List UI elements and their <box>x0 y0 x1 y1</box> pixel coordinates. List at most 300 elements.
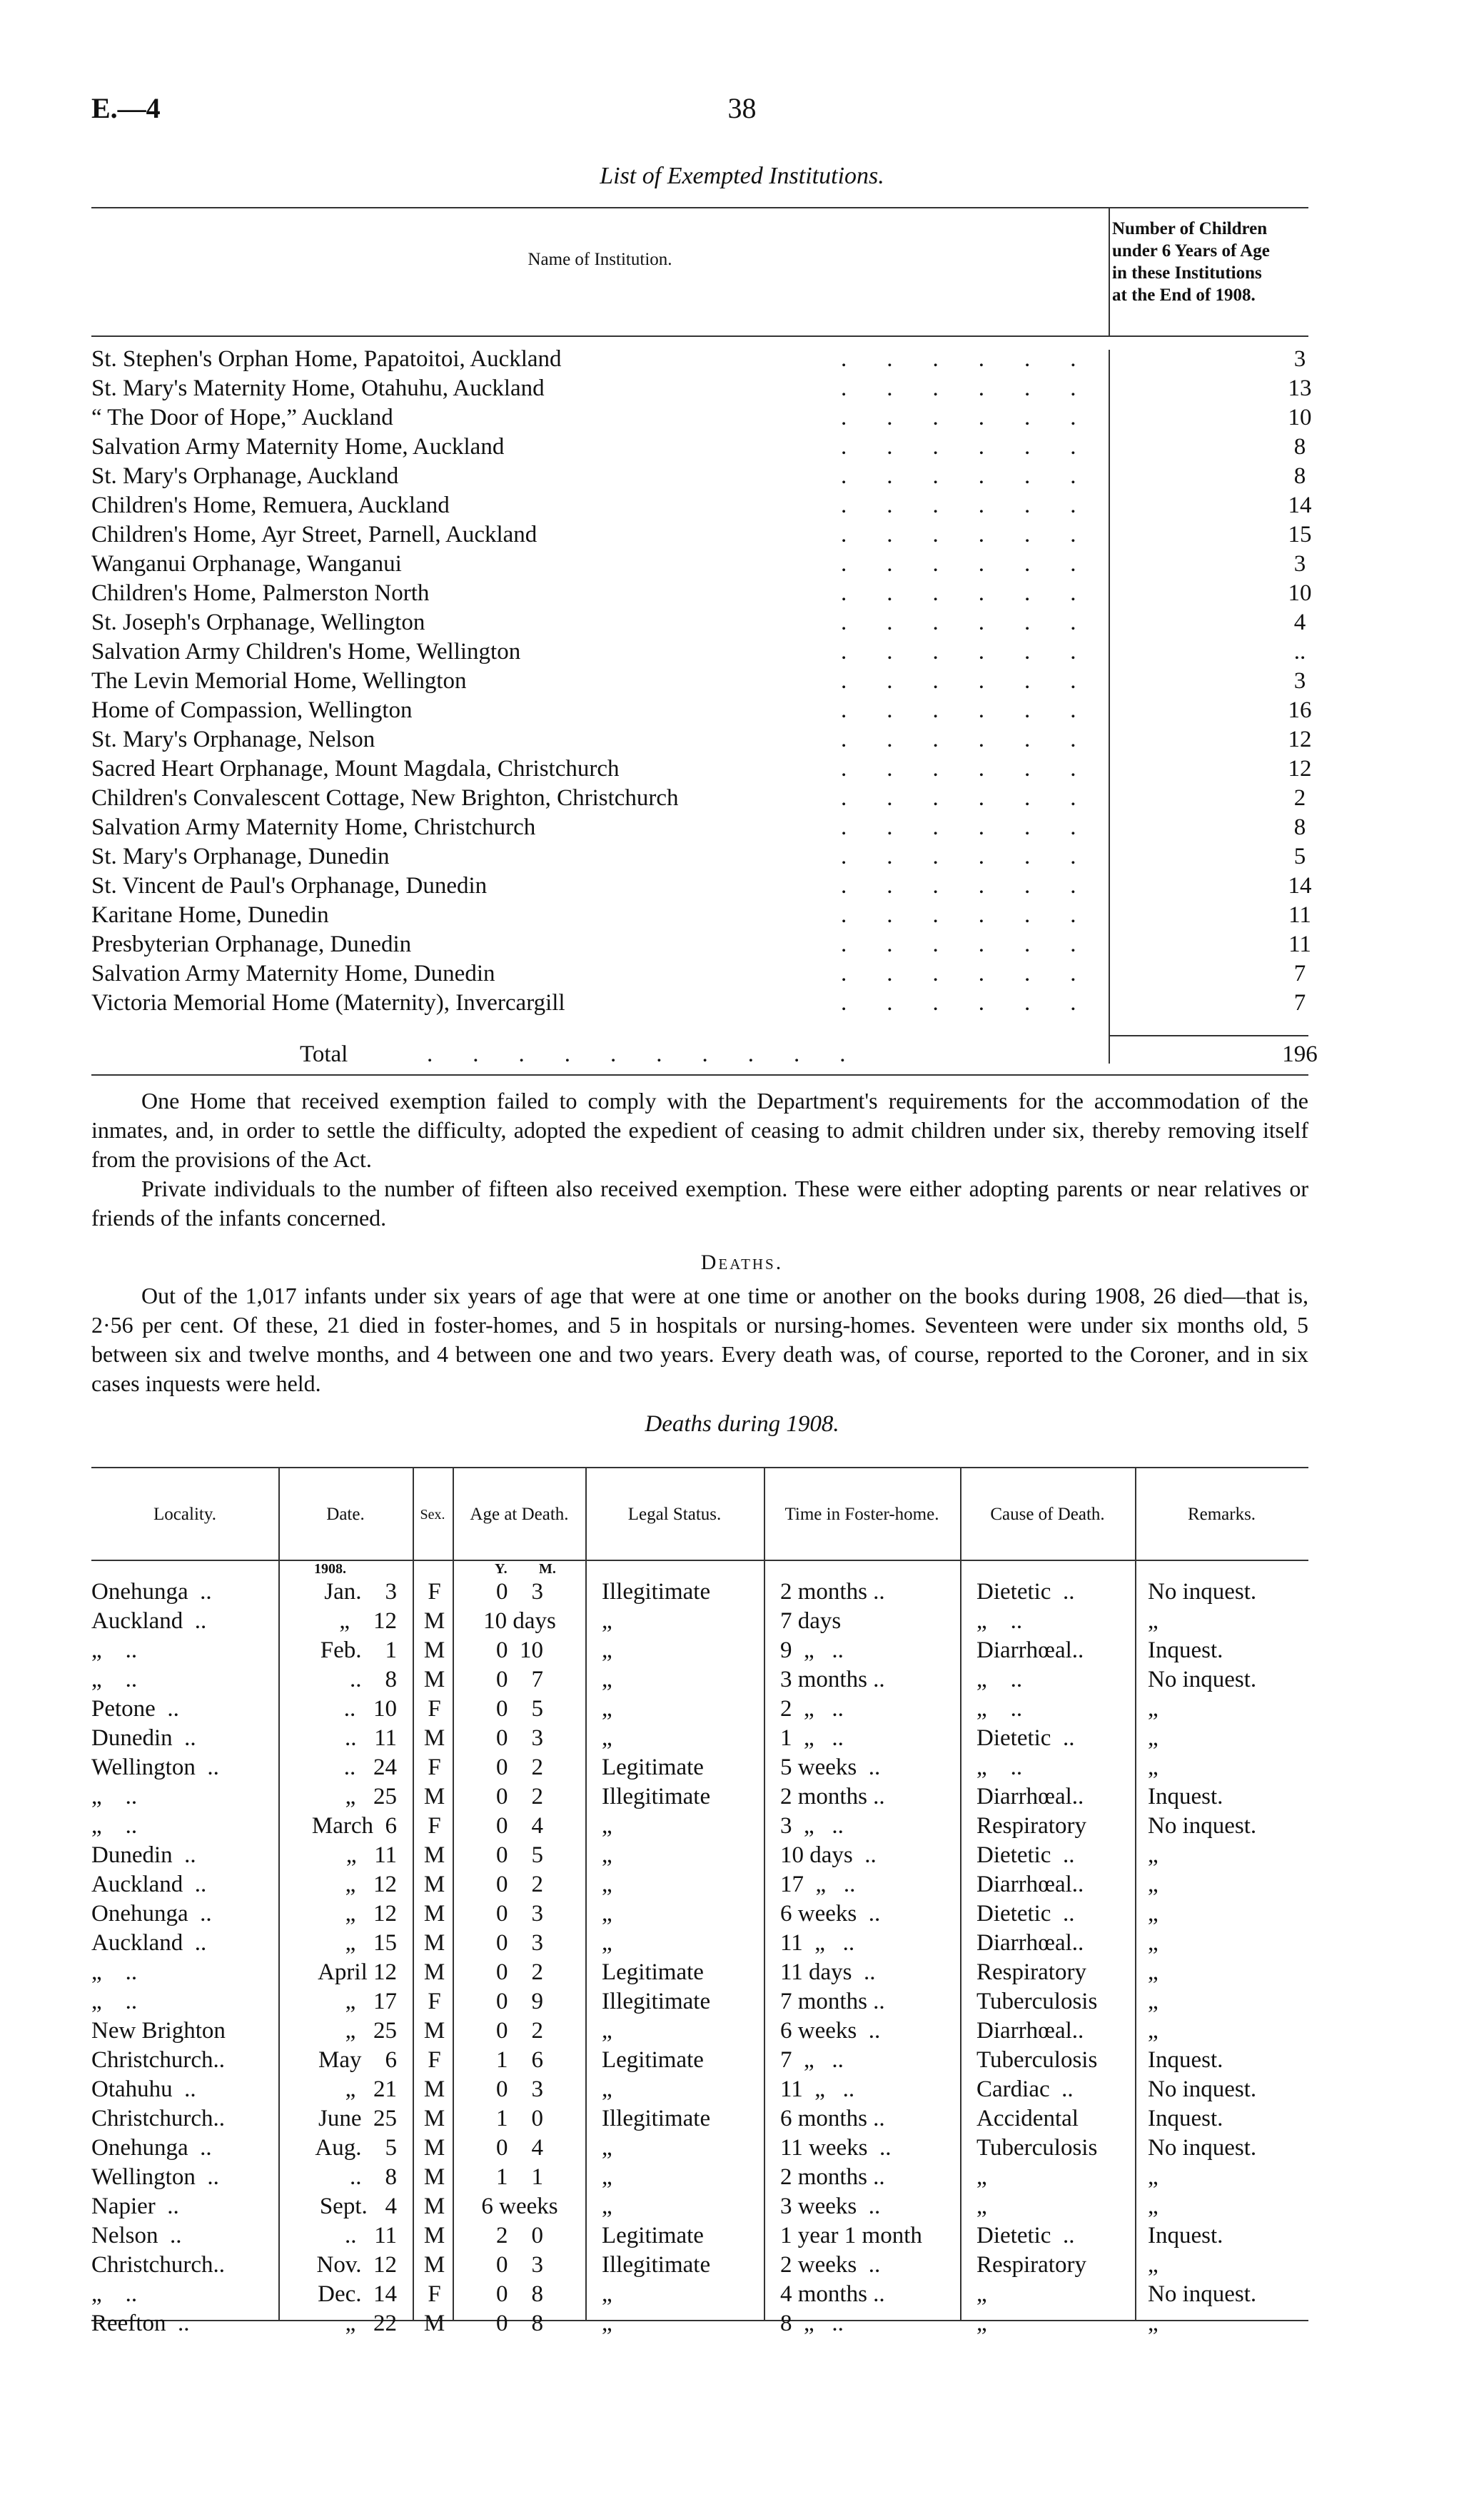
cell-cause-of-death: Diarrhœal.. <box>976 1930 1084 1956</box>
institution-count: 14 <box>1288 493 1312 518</box>
cell-cause-of-death: Diarrhœal.. <box>976 1784 1084 1809</box>
institution-count: 10 <box>1288 580 1312 606</box>
table-row <box>91 1724 1308 1753</box>
institution-name: Salvation Army Maternity Home, Dunedin <box>91 961 495 986</box>
leader-dots: ...... <box>841 639 1116 665</box>
cell-age: 0 5 <box>496 1696 543 1722</box>
cell-legal-status: „ <box>602 1930 612 1956</box>
leader-dots: .......... <box>427 1041 886 1067</box>
cell-legal-status: „ <box>602 2311 612 2336</box>
table-row <box>91 2134 1308 2163</box>
leader-dots: ...... <box>841 434 1116 460</box>
cell-sex: M <box>423 1784 445 1809</box>
cell-remarks: „ <box>1148 1959 1159 1985</box>
cell-locality: Christchurch.. <box>91 2106 225 2131</box>
cell-cause-of-death: Respiratory <box>976 2252 1086 2278</box>
cell-time-in-foster-home: 1 year 1 month <box>780 2223 922 2248</box>
table-row <box>91 2221 1308 2251</box>
institution-count: 8 <box>1293 463 1306 489</box>
cell-locality: Onehunga .. <box>91 2135 212 2161</box>
institution-name: St. Stephen's Orphan Home, Papatoitoi, Auckland <box>91 346 562 372</box>
cell-remarks: „ <box>1148 1608 1159 1634</box>
institution-count: 11 <box>1288 932 1311 957</box>
exempted-list-title: List of Exempted Institutions. <box>600 163 884 189</box>
cell-remarks: „ <box>1148 2018 1159 2044</box>
cell-locality: Auckland .. <box>91 1872 207 1897</box>
cell-sex: M <box>423 2135 445 2161</box>
header-cause-of-death: Cause of Death. <box>990 1505 1105 1524</box>
leader-dots: ...... <box>841 463 1116 489</box>
cell-date: „ 25 <box>345 1784 397 1809</box>
leader-dots: ...... <box>841 727 1116 752</box>
table-row <box>91 1695 1308 1724</box>
cell-locality: Onehunga .. <box>91 1901 212 1927</box>
table-row <box>91 2192 1308 2221</box>
leader-dots: ...... <box>841 902 1116 928</box>
cell-locality: Otahuhu .. <box>91 2076 196 2102</box>
cell-locality: Christchurch.. <box>91 2252 225 2278</box>
leader-dots: ...... <box>841 961 1116 986</box>
table-row <box>91 1841 1308 1870</box>
institution-name: Children's Home, Remuera, Auckland <box>91 493 450 518</box>
paragraph-deaths-summary: Out of the 1,017 infants under six years of age that were at one time or another on the books during 1908, 26 died—that is, 2·56 per cent. Of these, 21 died in foster-homes, and 5 in hospitals or nursing-homes. Seventeen were under six months old, 5 between six and twelve months, and 4 between one and two years. Every death was, of course, reported to the Coroner, and in six cases inquests were held. <box>91 1283 1308 1396</box>
cell-locality: Wellington .. <box>91 2164 219 2190</box>
institution-count: 3 <box>1293 346 1306 372</box>
deaths-header-rule <box>91 1560 1308 1561</box>
cell-date: March 6 <box>311 1813 397 1839</box>
institution-count: 7 <box>1293 990 1306 1016</box>
cell-date: April 12 <box>318 1959 397 1985</box>
cell-date: „ 21 <box>345 2076 397 2102</box>
institution-count: 12 <box>1288 727 1312 752</box>
cell-time-in-foster-home: 7 days <box>780 1608 842 1634</box>
cell-remarks: „ <box>1148 2193 1159 2219</box>
cell-date: Aug. 5 <box>315 2135 397 2161</box>
cell-legal-status: Illegitimate <box>602 1579 711 1605</box>
table-header-rule <box>91 335 1308 337</box>
deaths-top-rule <box>91 1467 1308 1468</box>
cell-remarks: „ <box>1148 2311 1159 2336</box>
institution-name: St. Mary's Orphanage, Dunedin <box>91 844 390 869</box>
table-header-divider <box>1109 207 1110 335</box>
institution-count: 7 <box>1293 961 1306 986</box>
cell-cause-of-death: Diarrhœal.. <box>976 1637 1084 1663</box>
institution-name: Home of Compassion, Wellington <box>91 697 413 723</box>
institution-count: 11 <box>1288 902 1311 928</box>
cell-legal-status: „ <box>602 2193 612 2219</box>
institution-count: 8 <box>1293 814 1306 840</box>
cell-cause-of-death: „ <box>976 2164 987 2190</box>
cell-time-in-foster-home: 8 „ .. <box>780 2311 844 2336</box>
cell-sex: M <box>423 2106 445 2131</box>
cell-legal-status: Legitimate <box>602 2223 704 2248</box>
table-row <box>91 842 1308 872</box>
cell-cause-of-death: Tuberculosis <box>976 1989 1098 2014</box>
cell-date: May 6 <box>318 2047 397 2073</box>
cell-remarks: Inquest. <box>1148 1784 1223 1809</box>
institution-name: Children's Home, Ayr Street, Parnell, Auckland <box>91 522 537 547</box>
cell-date: „ 11 <box>345 1842 397 1868</box>
institution-name: Salvation Army Maternity Home, Christchurch <box>91 814 536 840</box>
cell-age: 2 0 <box>496 2223 543 2248</box>
institution-name: Children's Home, Palmerston North <box>91 580 430 606</box>
cell-date: .. 24 <box>343 1755 397 1780</box>
table-row <box>91 2075 1308 2104</box>
cell-time-in-foster-home: 6 weeks .. <box>780 1901 881 1927</box>
cell-cause-of-death: „ .. <box>976 1608 1023 1634</box>
cell-legal-status: „ <box>602 2135 612 2161</box>
cell-age: 0 4 <box>496 1813 543 1839</box>
cell-locality: Christchurch.. <box>91 2047 225 2073</box>
cell-cause-of-death: Dietetic .. <box>976 2223 1075 2248</box>
leader-dots: ...... <box>841 375 1116 401</box>
cell-sex: M <box>423 1842 445 1868</box>
cell-time-in-foster-home: 11 „ .. <box>780 2076 855 2102</box>
cell-remarks: No inquest. <box>1148 2281 1257 2307</box>
cell-date: June 25 <box>318 2106 397 2131</box>
leader-dots: ...... <box>841 522 1116 547</box>
institution-count: 15 <box>1288 522 1312 547</box>
cell-age: 0 8 <box>496 2281 543 2307</box>
cell-time-in-foster-home: 2 „ .. <box>780 1696 844 1722</box>
cell-remarks: „ <box>1148 1989 1159 2014</box>
table-row <box>91 1929 1308 1958</box>
cell-date: Nov. 12 <box>316 2252 397 2278</box>
cell-cause-of-death: „ .. <box>976 1667 1023 1692</box>
institution-name: “ The Door of Hope,” Auckland <box>91 405 393 430</box>
header-locality: Locality. <box>153 1505 216 1524</box>
cell-sex: M <box>423 2193 445 2219</box>
cell-age: 0 3 <box>496 1579 543 1605</box>
institution-name: Salvation Army Maternity Home, Auckland <box>91 434 505 460</box>
institution-name: St. Mary's Maternity Home, Otahuhu, Auckland <box>91 375 545 401</box>
table-row <box>91 2280 1308 2309</box>
cell-date: .. 11 <box>344 2223 397 2248</box>
cell-cause-of-death: „ .. <box>976 1696 1023 1722</box>
leader-dots: ...... <box>841 873 1116 899</box>
cell-time-in-foster-home: 2 months .. <box>780 1784 885 1809</box>
cell-age: 0 4 <box>496 2135 543 2161</box>
institution-count: 4 <box>1293 610 1306 635</box>
cell-remarks: „ <box>1148 1696 1159 1722</box>
cell-cause-of-death: „ <box>976 2311 987 2336</box>
cell-age: 1 1 <box>496 2164 543 2190</box>
total-row <box>91 1039 1318 1071</box>
cell-legal-status: Legitimate <box>602 1959 704 1985</box>
table-row <box>91 2046 1308 2075</box>
cell-cause-of-death: Accidental <box>976 2106 1079 2131</box>
cell-time-in-foster-home: 11 days .. <box>780 1959 876 1985</box>
document-code: E.—4 <box>91 92 161 124</box>
paragraph-exemption-note: One Home that received exemption failed to comply with the Department's requirements for the accommodation of the inmates, and, in order to settle the difficulty, adopted the expedient of ceasing to admit children under six, thereby removing itself from the provisions of the Act. <box>91 1088 1308 1172</box>
leader-dots: ...... <box>841 668 1116 694</box>
institution-name: St. Mary's Orphanage, Auckland <box>91 463 399 489</box>
header-time-in-foster-home: Time in Foster-home. <box>784 1505 939 1524</box>
cell-sex: M <box>423 1901 445 1927</box>
leader-dots: ...... <box>841 756 1116 782</box>
cell-sex: F <box>428 1579 441 1605</box>
cell-time-in-foster-home: 10 days .. <box>780 1842 877 1868</box>
institution-count: 10 <box>1288 405 1312 430</box>
cell-age: 0 10 <box>496 1637 543 1663</box>
institution-name: Salvation Army Children's Home, Wellington <box>91 639 521 665</box>
cell-time-in-foster-home: 1 „ .. <box>780 1725 844 1751</box>
cell-legal-status: Illegitimate <box>602 2106 711 2131</box>
cell-sex: F <box>428 2047 441 2073</box>
cell-age: 0 2 <box>496 1959 543 1985</box>
cell-date: „ 15 <box>345 1930 397 1956</box>
cell-sex: M <box>423 2076 445 2102</box>
cell-remarks: „ <box>1148 1755 1159 1780</box>
table-row <box>91 433 1308 462</box>
cell-legal-status: „ <box>602 1901 612 1927</box>
leader-dots: ...... <box>841 493 1116 518</box>
cell-time-in-foster-home: 17 „ .. <box>780 1872 856 1897</box>
cell-remarks: „ <box>1148 1872 1159 1897</box>
cell-cause-of-death: Diarrhœal.. <box>976 2018 1084 2044</box>
leader-dots: ...... <box>841 785 1116 811</box>
table-row <box>91 725 1312 754</box>
cell-time-in-foster-home: 7 months .. <box>780 1989 885 2014</box>
cell-cause-of-death: Dietetic .. <box>976 1725 1075 1751</box>
cell-sex: M <box>423 1608 445 1634</box>
cell-time-in-foster-home: 7 „ .. <box>780 2047 844 2073</box>
institution-list <box>91 345 1312 1018</box>
cell-age: 0 3 <box>496 1725 543 1751</box>
cell-age: 0 3 <box>496 1930 543 1956</box>
table-row <box>91 579 1312 608</box>
institution-count: 2 <box>1293 785 1306 811</box>
institution-name: St. Mary's Orphanage, Nelson <box>91 727 375 752</box>
cell-time-in-foster-home: 3 „ .. <box>780 1813 844 1839</box>
institution-count: 3 <box>1293 551 1306 577</box>
table-row <box>91 491 1312 520</box>
table-row <box>91 345 1308 374</box>
table-row <box>91 637 1308 667</box>
cell-locality: Nelson .. <box>91 2223 182 2248</box>
cell-remarks: No inquest. <box>1148 2135 1257 2161</box>
cell-age: 0 8 <box>496 2311 543 2336</box>
institution-name: Victoria Memorial Home (Maternity), Invercargill <box>91 990 565 1016</box>
cell-legal-status: „ <box>602 1696 612 1722</box>
cell-age: 0 3 <box>496 2076 543 2102</box>
cell-remarks: Inquest. <box>1148 2047 1223 2073</box>
cell-cause-of-death: „ <box>976 2193 987 2219</box>
cell-locality: „ .. <box>91 1959 138 1985</box>
count-header-line: Number of Children <box>1112 219 1268 238</box>
cell-cause-of-death: Diarrhœal.. <box>976 1872 1084 1897</box>
institution-name: Karitane Home, Dunedin <box>91 902 329 928</box>
cell-cause-of-death: „ .. <box>976 1755 1023 1780</box>
cell-legal-status: Illegitimate <box>602 1784 711 1809</box>
table-row <box>91 1782 1308 1812</box>
cell-locality: Petone .. <box>91 1696 179 1722</box>
table-row <box>91 550 1308 579</box>
institution-name: St. Joseph's Orphanage, Wellington <box>91 610 425 635</box>
cell-age: 0 3 <box>496 2252 543 2278</box>
cell-time-in-foster-home: 11 weeks .. <box>780 2135 892 2161</box>
table-row <box>91 1958 1308 1987</box>
cell-age: 0 3 <box>496 1901 543 1927</box>
deaths-table-title: Deaths during 1908. <box>645 1411 839 1437</box>
cell-age: 1 0 <box>496 2106 543 2131</box>
cell-age: 10 days <box>483 1608 556 1634</box>
table-row <box>91 667 1308 696</box>
cell-date: Feb. 1 <box>320 1637 397 1663</box>
table-row <box>91 1812 1308 1841</box>
institution-name: The Levin Memorial Home, Wellington <box>91 668 467 694</box>
cell-legal-status: „ <box>602 2281 612 2307</box>
institution-count: 16 <box>1288 697 1312 723</box>
cell-age: 0 2 <box>496 2018 543 2044</box>
table-row <box>91 784 1308 813</box>
total-value: 196 <box>1282 1041 1318 1067</box>
cell-remarks: No inquest. <box>1148 2076 1257 2102</box>
cell-remarks: „ <box>1148 1725 1159 1751</box>
cell-remarks: No inquest. <box>1148 1667 1257 1692</box>
subheader-years: Y. <box>495 1561 508 1577</box>
header-legal-status: Legal Status. <box>627 1505 722 1524</box>
leader-dots: ...... <box>841 697 1116 723</box>
cell-cause-of-death: Cardiac .. <box>976 2076 1074 2102</box>
leader-dots: ...... <box>841 844 1116 869</box>
cell-date: .. 11 <box>344 1725 397 1751</box>
cell-legal-status: „ <box>602 2164 612 2190</box>
cell-cause-of-death: Respiratory <box>976 1959 1086 1985</box>
cell-sex: M <box>423 2223 445 2248</box>
cell-time-in-foster-home: 5 weeks .. <box>780 1755 881 1780</box>
cell-locality: New Brighton <box>91 2018 226 2044</box>
cell-legal-status: Illegitimate <box>602 1989 711 2014</box>
subheader-months: M. <box>539 1561 556 1577</box>
column-header-count <box>1112 218 1312 306</box>
cell-locality: „ .. <box>91 1637 138 1663</box>
cell-legal-status: „ <box>602 1813 612 1839</box>
table-row <box>91 1665 1308 1695</box>
cell-remarks: No inquest. <box>1148 1813 1257 1839</box>
cell-sex: F <box>428 2281 441 2307</box>
cell-locality: Dunedin .. <box>91 1842 196 1868</box>
cell-date: „ 25 <box>345 2018 397 2044</box>
table-row <box>91 1636 1308 1665</box>
cell-time-in-foster-home: 3 months .. <box>780 1667 885 1692</box>
table-row <box>91 930 1311 959</box>
cell-age: 1 6 <box>496 2047 543 2073</box>
table-row <box>91 2104 1308 2134</box>
total-label: Total <box>300 1041 348 1067</box>
table-row <box>91 374 1312 403</box>
table-row <box>91 1607 1308 1636</box>
cell-remarks: „ <box>1148 2164 1159 2190</box>
page-number: 38 <box>727 92 757 124</box>
cell-cause-of-death: Tuberculosis <box>976 2047 1098 2073</box>
table-bottom-rule <box>91 1074 1308 1076</box>
cell-legal-status: „ <box>602 1842 612 1868</box>
cell-sex: M <box>423 1872 445 1897</box>
cell-date: .. 8 <box>350 1667 397 1692</box>
cell-cause-of-death: Tuberculosis <box>976 2135 1098 2161</box>
table-row <box>91 2251 1308 2280</box>
cell-time-in-foster-home: 3 weeks .. <box>780 2193 881 2219</box>
cell-age: 0 2 <box>496 1872 543 1897</box>
table-row <box>91 1577 1308 1607</box>
leader-dots: ...... <box>841 990 1116 1016</box>
cell-time-in-foster-home: 2 months .. <box>780 2164 885 2190</box>
table-row <box>91 2016 1308 2046</box>
table-row <box>91 696 1312 725</box>
cell-date: .. 10 <box>343 1696 397 1722</box>
cell-date: „ 12 <box>345 1872 397 1897</box>
cell-sex: M <box>423 2018 445 2044</box>
table-row <box>91 2163 1308 2192</box>
cell-sex: F <box>428 1755 441 1780</box>
cell-sex: F <box>428 1813 441 1839</box>
cell-time-in-foster-home: 6 months .. <box>780 2106 885 2131</box>
table-row <box>91 403 1312 433</box>
cell-age: 0 2 <box>496 1784 543 1809</box>
institution-name: Presbyterian Orphanage, Dunedin <box>91 932 412 957</box>
subheader-year: 1908. <box>314 1561 346 1577</box>
cell-locality: „ .. <box>91 1989 138 2014</box>
cell-remarks: Inquest. <box>1148 2106 1223 2131</box>
table-row <box>91 520 1312 550</box>
table-row <box>91 1753 1308 1782</box>
cell-legal-status: Legitimate <box>602 2047 704 2073</box>
cell-locality: Reefton .. <box>91 2311 190 2336</box>
cell-time-in-foster-home: 2 weeks .. <box>780 2252 881 2278</box>
cell-time-in-foster-home: 9 „ .. <box>780 1637 844 1663</box>
table-top-rule <box>91 207 1308 208</box>
institution-name: Children's Convalescent Cottage, New Brighton, Christchurch <box>91 785 679 811</box>
table-row <box>91 1870 1308 1899</box>
cell-sex: M <box>423 1637 445 1663</box>
cell-age: 0 5 <box>496 1842 543 1868</box>
column-header-name: Name of Institution. <box>528 250 672 269</box>
cell-sex: M <box>423 1725 445 1751</box>
cell-legal-status: „ <box>602 1608 612 1634</box>
cell-time-in-foster-home: 11 „ .. <box>780 1930 855 1956</box>
leader-dots: ...... <box>841 405 1116 430</box>
cell-locality: „ .. <box>91 2281 138 2307</box>
count-header-line: under 6 Years of Age <box>1112 241 1270 261</box>
institution-count: 13 <box>1288 375 1312 401</box>
cell-locality: Auckland .. <box>91 1930 207 1956</box>
cell-date: „ 22 <box>345 2311 397 2336</box>
cell-date: „ 17 <box>345 1989 397 2014</box>
cell-legal-status: „ <box>602 1667 612 1692</box>
cell-time-in-foster-home: 2 months .. <box>780 1579 885 1605</box>
leader-dots: ...... <box>841 551 1116 577</box>
cell-date: Jan. 3 <box>324 1579 397 1605</box>
cell-remarks: No inquest. <box>1148 1579 1257 1605</box>
cell-sex: M <box>423 1667 445 1692</box>
institution-count: 14 <box>1288 873 1312 899</box>
cell-locality: Onehunga .. <box>91 1579 212 1605</box>
cell-cause-of-death: Dietetic .. <box>976 1579 1075 1605</box>
table-row <box>91 1899 1308 1929</box>
cell-sex: M <box>423 1959 445 1985</box>
table-row <box>91 1987 1308 2016</box>
table-row <box>91 608 1308 637</box>
cell-sex: M <box>423 2252 445 2278</box>
cell-locality: Dunedin .. <box>91 1725 196 1751</box>
cell-cause-of-death: Dietetic .. <box>976 1842 1075 1868</box>
cell-cause-of-death: Dietetic .. <box>976 1901 1075 1927</box>
institution-count: 12 <box>1288 756 1312 782</box>
cell-remarks: „ <box>1148 1901 1159 1927</box>
cell-date: Sept. 4 <box>319 2193 397 2219</box>
institution-count: 8 <box>1293 434 1306 460</box>
